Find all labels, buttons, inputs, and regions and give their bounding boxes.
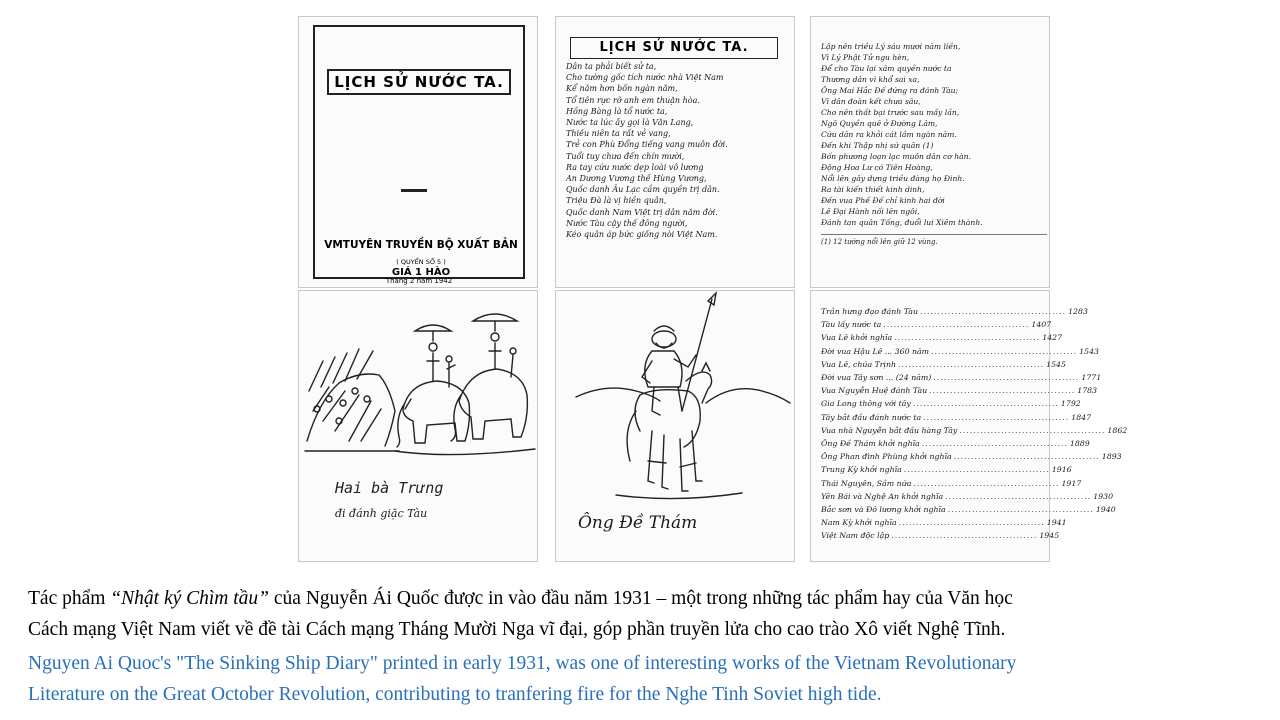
timeline-event: Vua Nguyễn Huệ đánh Tàu bbox=[821, 386, 928, 396]
elephant-battle-drawing bbox=[299, 291, 539, 481]
poem-line: Trẻ con Phù Đổng tiếng vang muôn đời. bbox=[566, 140, 728, 150]
timeline-year: 1283 bbox=[1068, 307, 1088, 316]
timeline-year: 1945 bbox=[1039, 531, 1060, 541]
timeline-row bbox=[821, 437, 1090, 450]
trung-sisters-illustration bbox=[298, 290, 538, 562]
timeline-leader-dots: .......................................... bbox=[959, 425, 1106, 435]
cover-price: GIÁ 1 HÀO bbox=[391, 267, 451, 278]
timeline-row bbox=[821, 529, 1060, 542]
cover-title: LỊCH SỬ NƯỚC TA. bbox=[327, 69, 511, 95]
timeline-year: 1889 bbox=[1069, 439, 1090, 449]
timeline-row bbox=[821, 503, 1116, 516]
timeline-row bbox=[821, 371, 1102, 384]
timeline-leader-dots: .......................................... bbox=[898, 359, 1045, 369]
poem-line: Cho tường gốc tích nước nhà Việt Nam bbox=[566, 73, 724, 83]
poem-line: Nổi lên gây dựng triều đàng họ Đinh. bbox=[821, 174, 965, 183]
poem-footnote: (1) 12 tướng nổi lên giữ 12 vùng. bbox=[821, 234, 1047, 248]
timeline-leader-dots: .......................................... bbox=[898, 518, 1045, 528]
cover-dash bbox=[401, 189, 427, 192]
caption-english-line1: Nguyen Ai Quoc's "The Sinking Ship Diary" printed in early 1931, was one of interesting works of the Vietnam Revolutionary bbox=[28, 653, 1017, 674]
trung-caption-line2: đi đánh giặc Tàu bbox=[335, 507, 428, 520]
timeline-leader-dots: .......................................... bbox=[945, 491, 1092, 501]
timeline-event: Trần hưng đạo đánh Tàu bbox=[821, 307, 918, 316]
caption-vi-prefix: Tác phẩm bbox=[28, 588, 111, 609]
timeline-year: 1940 bbox=[1095, 505, 1116, 515]
poem-line: Vì dân đoàn kết chưa sâu, bbox=[821, 97, 921, 106]
poem-text bbox=[566, 61, 792, 240]
poem-line: Cứu dân ra khỏi cát lầm ngàn năm. bbox=[821, 130, 957, 139]
timeline-event: Đời vua Tây sơn ... (24 năm) bbox=[821, 373, 932, 383]
timeline-year: 1847 bbox=[1071, 412, 1092, 422]
poem-line: Ngô Quyền quê ở Đường Lâm, bbox=[821, 119, 938, 128]
timeline-row bbox=[821, 463, 1072, 476]
timeline-event: Nam Kỳ khởi nghĩa bbox=[821, 518, 897, 528]
timeline-year: 1862 bbox=[1107, 425, 1128, 435]
poem-line: Để cho Tàu lại xâm quyền nước ta bbox=[821, 64, 952, 73]
timeline-leader-dots: .......................................... bbox=[947, 505, 1094, 515]
timeline-row bbox=[821, 490, 1114, 503]
timeline-row bbox=[821, 411, 1092, 424]
timeline-row bbox=[821, 450, 1122, 463]
poem-line: Nước ta lúc ấy gọi là Văn Lang, bbox=[566, 118, 694, 128]
timeline-leader-dots: .......................................... bbox=[903, 465, 1050, 475]
timeline-row bbox=[821, 358, 1066, 371]
timeline-event: Ông Phan đình Phùng khởi nghĩa bbox=[821, 452, 952, 462]
timeline-row bbox=[821, 331, 1063, 344]
timeline-year: 1407 bbox=[1031, 320, 1052, 330]
timeline-event: Gia Long thông với tây bbox=[821, 399, 911, 409]
timeline-row bbox=[821, 384, 1098, 397]
timeline-year: 1543 bbox=[1079, 346, 1100, 356]
timeline-leader-dots: .......................................... bbox=[921, 439, 1068, 449]
de-tham-caption: Ông Đề Thám bbox=[578, 513, 698, 533]
timeline-year: 1941 bbox=[1046, 518, 1067, 528]
poem-line: Thiếu niên ta rất vẻ vang, bbox=[566, 129, 671, 139]
poem-line: Quốc danh Nam Việt trị dân năm đời. bbox=[566, 207, 718, 217]
timeline-leader-dots: .......................................... bbox=[913, 478, 1060, 488]
poem-line: Ra tài kiến thiết kinh dinh, bbox=[821, 185, 925, 194]
poem-continuation-image bbox=[810, 16, 1050, 288]
poem-line: Nước Tàu cậy thế đông người, bbox=[566, 218, 688, 228]
timeline-leader-dots: .......................................... bbox=[953, 452, 1100, 462]
timeline-year: 1792 bbox=[1060, 399, 1081, 409]
horse-rider-drawing bbox=[556, 291, 796, 511]
caption-vietnamese-line2: Cách mạng Việt Nam viết về đề tài Cách mạng Tháng Mười Nga vĩ đại, góp phần truyền lửa cho cao trào Xô viết Nghệ Tĩnh. bbox=[28, 619, 1006, 640]
timeline-event: Bắc sơn và Đô lương khởi nghĩa bbox=[821, 505, 946, 515]
poem-line: Triệu Đà là vị hiền quân, bbox=[566, 196, 667, 206]
timeline-event: Vua nhà Nguyễn bắt đầu hàng Tây bbox=[821, 425, 958, 435]
poem-line: Kể năm hơn bốn ngàn năm, bbox=[566, 84, 678, 94]
timeline-row bbox=[821, 397, 1081, 410]
cover-volume: ( QUYỂN SỐ 5 ) bbox=[396, 258, 446, 266]
poem-line: Hồng Bàng là tổ nước ta, bbox=[566, 106, 668, 116]
cover-frame bbox=[313, 25, 525, 279]
timeline-row bbox=[821, 424, 1128, 437]
poem-line: Kéo quân áp bức giống nòi Việt Nam. bbox=[566, 230, 718, 240]
poem-title: LỊCH SỬ NƯỚC TA. bbox=[570, 37, 778, 59]
poem-line: Bốn phương loạn lạc muôn dân cơ hàn. bbox=[821, 152, 971, 161]
poem-page-image bbox=[555, 16, 795, 288]
timeline-event: Tàu lấy nước ta bbox=[821, 320, 882, 330]
poem-line: Đánh tan quân Tống, đuổi lui Xiêm thành. bbox=[821, 218, 983, 227]
timeline-row bbox=[821, 516, 1067, 529]
timeline-event: Việt Nam độc lập bbox=[821, 531, 890, 541]
poem-line: Thương dân vì khổ sai xa, bbox=[821, 75, 920, 84]
timeline-leader-dots: .......................................... bbox=[894, 333, 1041, 343]
timeline-row bbox=[821, 477, 1082, 490]
timeline-year: 1771 bbox=[1081, 373, 1102, 383]
poem-line: Tổ tiên rực rỡ anh em thuận hòa. bbox=[566, 95, 700, 105]
poem-line: Tuổi tuy chưa đến chín mười, bbox=[566, 151, 685, 161]
timeline-leader-dots: .......................................... bbox=[912, 399, 1059, 409]
timeline-leader-dots: .......................................... bbox=[883, 320, 1030, 330]
poem-continuation-text bbox=[821, 41, 1047, 248]
poem-line: Đến khi Thập nhị sứ quân (1) bbox=[821, 141, 934, 150]
cover-page-image bbox=[298, 16, 538, 288]
timeline-leader-dots: .......................................... bbox=[891, 531, 1038, 541]
timeline-event: Thái Nguyên, Sầm nứa bbox=[821, 478, 912, 488]
timeline-year: 1916 bbox=[1051, 465, 1072, 475]
timeline-event: Yên Bái và Nghệ An khởi nghĩa bbox=[821, 491, 944, 501]
poem-line: Động Hoa Lư có Tiên Hoàng, bbox=[821, 163, 933, 172]
timeline-event: Vua Lê khởi nghĩa bbox=[821, 333, 893, 343]
caption-vi-work-title: “Nhật ký Chìm tầu” bbox=[110, 588, 270, 609]
timeline-year: 1893 bbox=[1101, 452, 1122, 462]
timeline-event: Trung Kỳ khởi nghĩa bbox=[821, 465, 902, 475]
timeline-event: Đời vua Hậu Lê ... 360 năm bbox=[821, 346, 930, 356]
poem-line: Vì Lý Phật Tử ngu hèn, bbox=[821, 53, 910, 62]
timeline-year: 1427 bbox=[1042, 333, 1063, 343]
history-timeline-image bbox=[810, 290, 1128, 562]
caption-english-line2: Literature on the Great October Revolution, contributing to tranfering fire for the Nghe Tinh Soviet high tide. bbox=[28, 684, 882, 705]
poem-line: Đến vua Phế Đế chỉ kinh hai đời bbox=[821, 196, 945, 205]
timeline-year: 1545 bbox=[1046, 359, 1066, 369]
poem-line: Lê Đại Hành nối lên ngôi, bbox=[821, 207, 920, 216]
timeline-year: 1930 bbox=[1093, 491, 1114, 501]
trung-caption-line1: Hai bà Trưng bbox=[335, 479, 444, 497]
timeline-row bbox=[821, 345, 1100, 358]
timeline-list bbox=[821, 305, 1128, 543]
timeline-event: Tây bắt đầu đánh nước ta bbox=[821, 412, 922, 422]
timeline-leader-dots: .......................................... bbox=[923, 412, 1070, 422]
timeline-event: Ông Đề Thám khởi nghĩa bbox=[821, 439, 920, 449]
timeline-leader-dots: .......................................... bbox=[933, 373, 1080, 383]
timeline-year: 1783 bbox=[1077, 386, 1098, 396]
de-tham-illustration bbox=[555, 290, 795, 562]
poem-line: Dân ta phải biết sử ta, bbox=[566, 62, 657, 71]
cover-publisher: VMTUYÊN TRUYỀN BỘ XUẤT BẢN bbox=[324, 239, 518, 251]
timeline-leader-dots: .......................................... bbox=[931, 346, 1078, 356]
timeline-leader-dots: .......................................... bbox=[929, 386, 1076, 396]
caption-vietnamese-line1 bbox=[28, 583, 1258, 614]
timeline-year: 1917 bbox=[1061, 478, 1082, 488]
timeline-row bbox=[821, 305, 1088, 318]
timeline-row bbox=[821, 318, 1052, 331]
poem-line: An Dương Vương thế Hùng Vương, bbox=[566, 174, 707, 184]
caption-vi-rest: của Nguyễn Ái Quốc được in vào đầu năm 1931 – một trong những tác phẩm hay của Văn học bbox=[269, 588, 1013, 609]
poem-line: Cho nên thất bại trước sau mấy lần, bbox=[821, 108, 960, 117]
poem-line: Ông Mai Hắc Đế đứng ra đánh Tàu; bbox=[821, 86, 959, 95]
poem-line: Quốc danh Âu Lạc cầm quyền trị dân. bbox=[566, 185, 720, 195]
timeline-event: Vua Lê, chúa Trịnh bbox=[821, 359, 897, 369]
poem-line: Ra tay cứu nước dẹp loài vô lương bbox=[566, 162, 704, 172]
poem-line: Lập nên triều Lý sáu mươi năm liền, bbox=[821, 42, 961, 51]
cover-date: Tháng 2 năm 1942 bbox=[385, 277, 453, 285]
timeline-leader-dots: .......................................... bbox=[919, 307, 1067, 316]
